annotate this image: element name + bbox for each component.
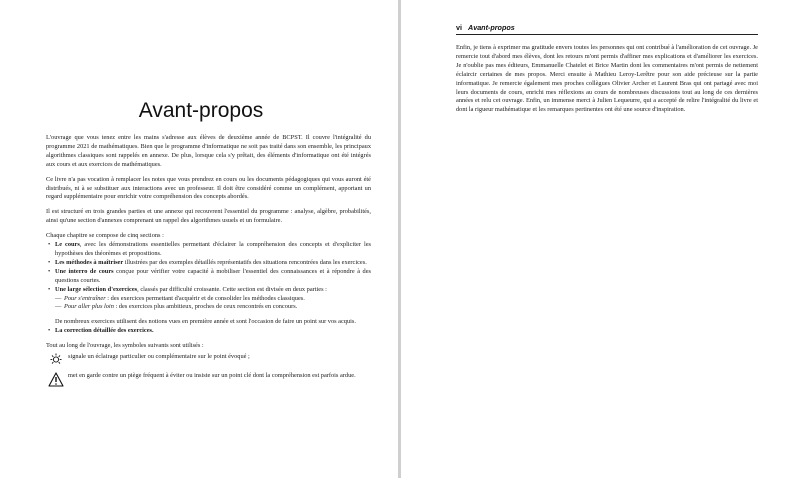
exercise-sublist [55,295,371,313]
list-item [46,286,371,328]
sections-intro: Chaque chapitre se compose de cinq sections : [46,232,164,240]
item-text: , classés par difficulté croissante. Cette section est divisée en deux parties : [137,285,327,293]
bullet-icon: • [48,241,51,249]
intro-paragraph-3: Il est structuré en trois grandes parties et une annexe qui recouvrent l'essentiel du programme : analyse, algèbre, probabilités, ainsi qu'une section d'annexes comprenant un rappel des algorithmes usuels et un formulaire. [46,208,371,225]
page-number: vi [456,23,462,32]
bullet-icon: • [48,327,51,335]
sub-note: De nombreux exercices utilisent des notions vues en première année et sont l'occasion de faire un point sur vos acquis. [55,318,356,326]
running-title: Avant-propos [468,23,515,32]
item-bold: Les méthodes à maîtriser [55,258,124,266]
item-bold: La correction détaillée des exercices. [55,327,154,335]
right-page-body [456,44,758,115]
item-text: , avec les démonstrations essentielles permettant d'éclairer la compréhension des concepts et d'expliciter les hypothèses des théorèmes et propositions. [55,241,371,257]
bullet-icon: • [48,285,51,293]
sub-list-item [55,295,371,304]
lightbulb-icon [48,353,64,367]
list-item [46,268,371,286]
sections-list [46,241,371,336]
symbol-row-lightbulb [46,353,371,369]
acknowledgements-paragraph: Enfin, je tiens à exprimer ma gratitude envers toutes les personnes qui ont contribué à l'amélioration de cet ouvrage. Je remercie tout d'abord mes élèves, dont les retours m'ont permis d'affiner mes explications et d'améliorer les exercices. Je n'oublie pas mes éditeurs, Emmanuelle Chatelet et Brice Martin dont les commentaires m'ont permis de nettement éclaircir certaines de mes propos. Merci ensuite à Mathieu Leroy-Lerêtre pour son aide précieuse sur la partie informatique. Je remercie également mes proches collègues Olivier Archer et Laurent Bras qui ont partagé avec moi leurs documents de cours, enrichi mes réflexions au cours de nombreuses discussions tout au long de ces dernières années et relu cet ouvrage. Enfin, un immense merci à Julien Lequeurre, qui a accepté de relire l'intégralité du livre et dont la rigueur mathématique et les remarques pertinentes ont été une source d'inspiration. [456,44,758,114]
symbol-row-warning [46,372,371,388]
sub-item-italic: Pour aller plus loin [64,303,114,311]
list-item [46,241,371,259]
running-header [456,23,758,35]
intro-paragraph-1: L'ouvrage que vous tenez entre les mains s'adresse aux élèves de deuxième année de BCPST. Il couvre l'intégralité du programme 2021 de mathématiques. Bien que le programme d'informatique ne soit pas traité dans son ensemble, les principaux algorithmes classiques sont rappelés en annexe. De plus, lorsque cela s'y prêtait, des éléments d'informatique ont été intégrés aux cours et aux exercices de mathématiques. [46,134,371,168]
sub-item-text: : des exercices plus ambitieux, proches de ceux rencontrés en concours. [113,303,298,311]
bullet-icon: • [48,258,51,266]
symbol-text: signale un éclairage particulier ou complémentaire sur le point évoqué ; [68,353,250,361]
list-item [46,327,371,336]
chapter-title: Avant-propos [138,99,264,123]
warning-icon [48,372,64,387]
list-item [46,259,371,268]
symbols-intro: Tout au long de l'ouvrage, les symboles suivants sont utilisés : [46,342,204,350]
item-bold: Le cours [55,241,80,249]
sub-item-italic: Pour s'entraîner [64,294,106,302]
item-text: illustrées par des exemples détaillés représentatifs des situations rencontrées dans les exercices. [123,258,367,266]
dash-marker: — [55,303,62,311]
left-page [0,0,398,478]
item-text: conçue pour vérifier votre capacité à mobiliser l'essentiel des connaissances et à répondre à des questions courtes. [55,267,372,284]
sub-list-item [55,303,371,312]
dash-marker: — [55,294,62,302]
intro-paragraph-2: Ce livre n'a pas vocation à remplacer les notes que vous prendrez en cours ou les documents pédagogiques qui vous auront été distribués, ni à se substituer aux interactions avec un professeur. Il doit être considéré comme un complément, apportant un regard supplémentaire pour enrichir votre compréhension des concepts abordés. [46,175,371,201]
bullet-icon: • [48,267,51,275]
symbol-text: met en garde contre un piège fréquent à éviter ou insiste sur un point clé dont la compréhension est parfois ardue. [68,372,356,380]
item-bold: Une large sélection d'exercices [55,285,138,293]
sub-item-text: : des exercices permettant d'acquérir et de consolider les méthodes classiques. [105,294,305,302]
left-page-body [46,134,371,391]
item-bold: Une interro de cours [55,267,114,275]
